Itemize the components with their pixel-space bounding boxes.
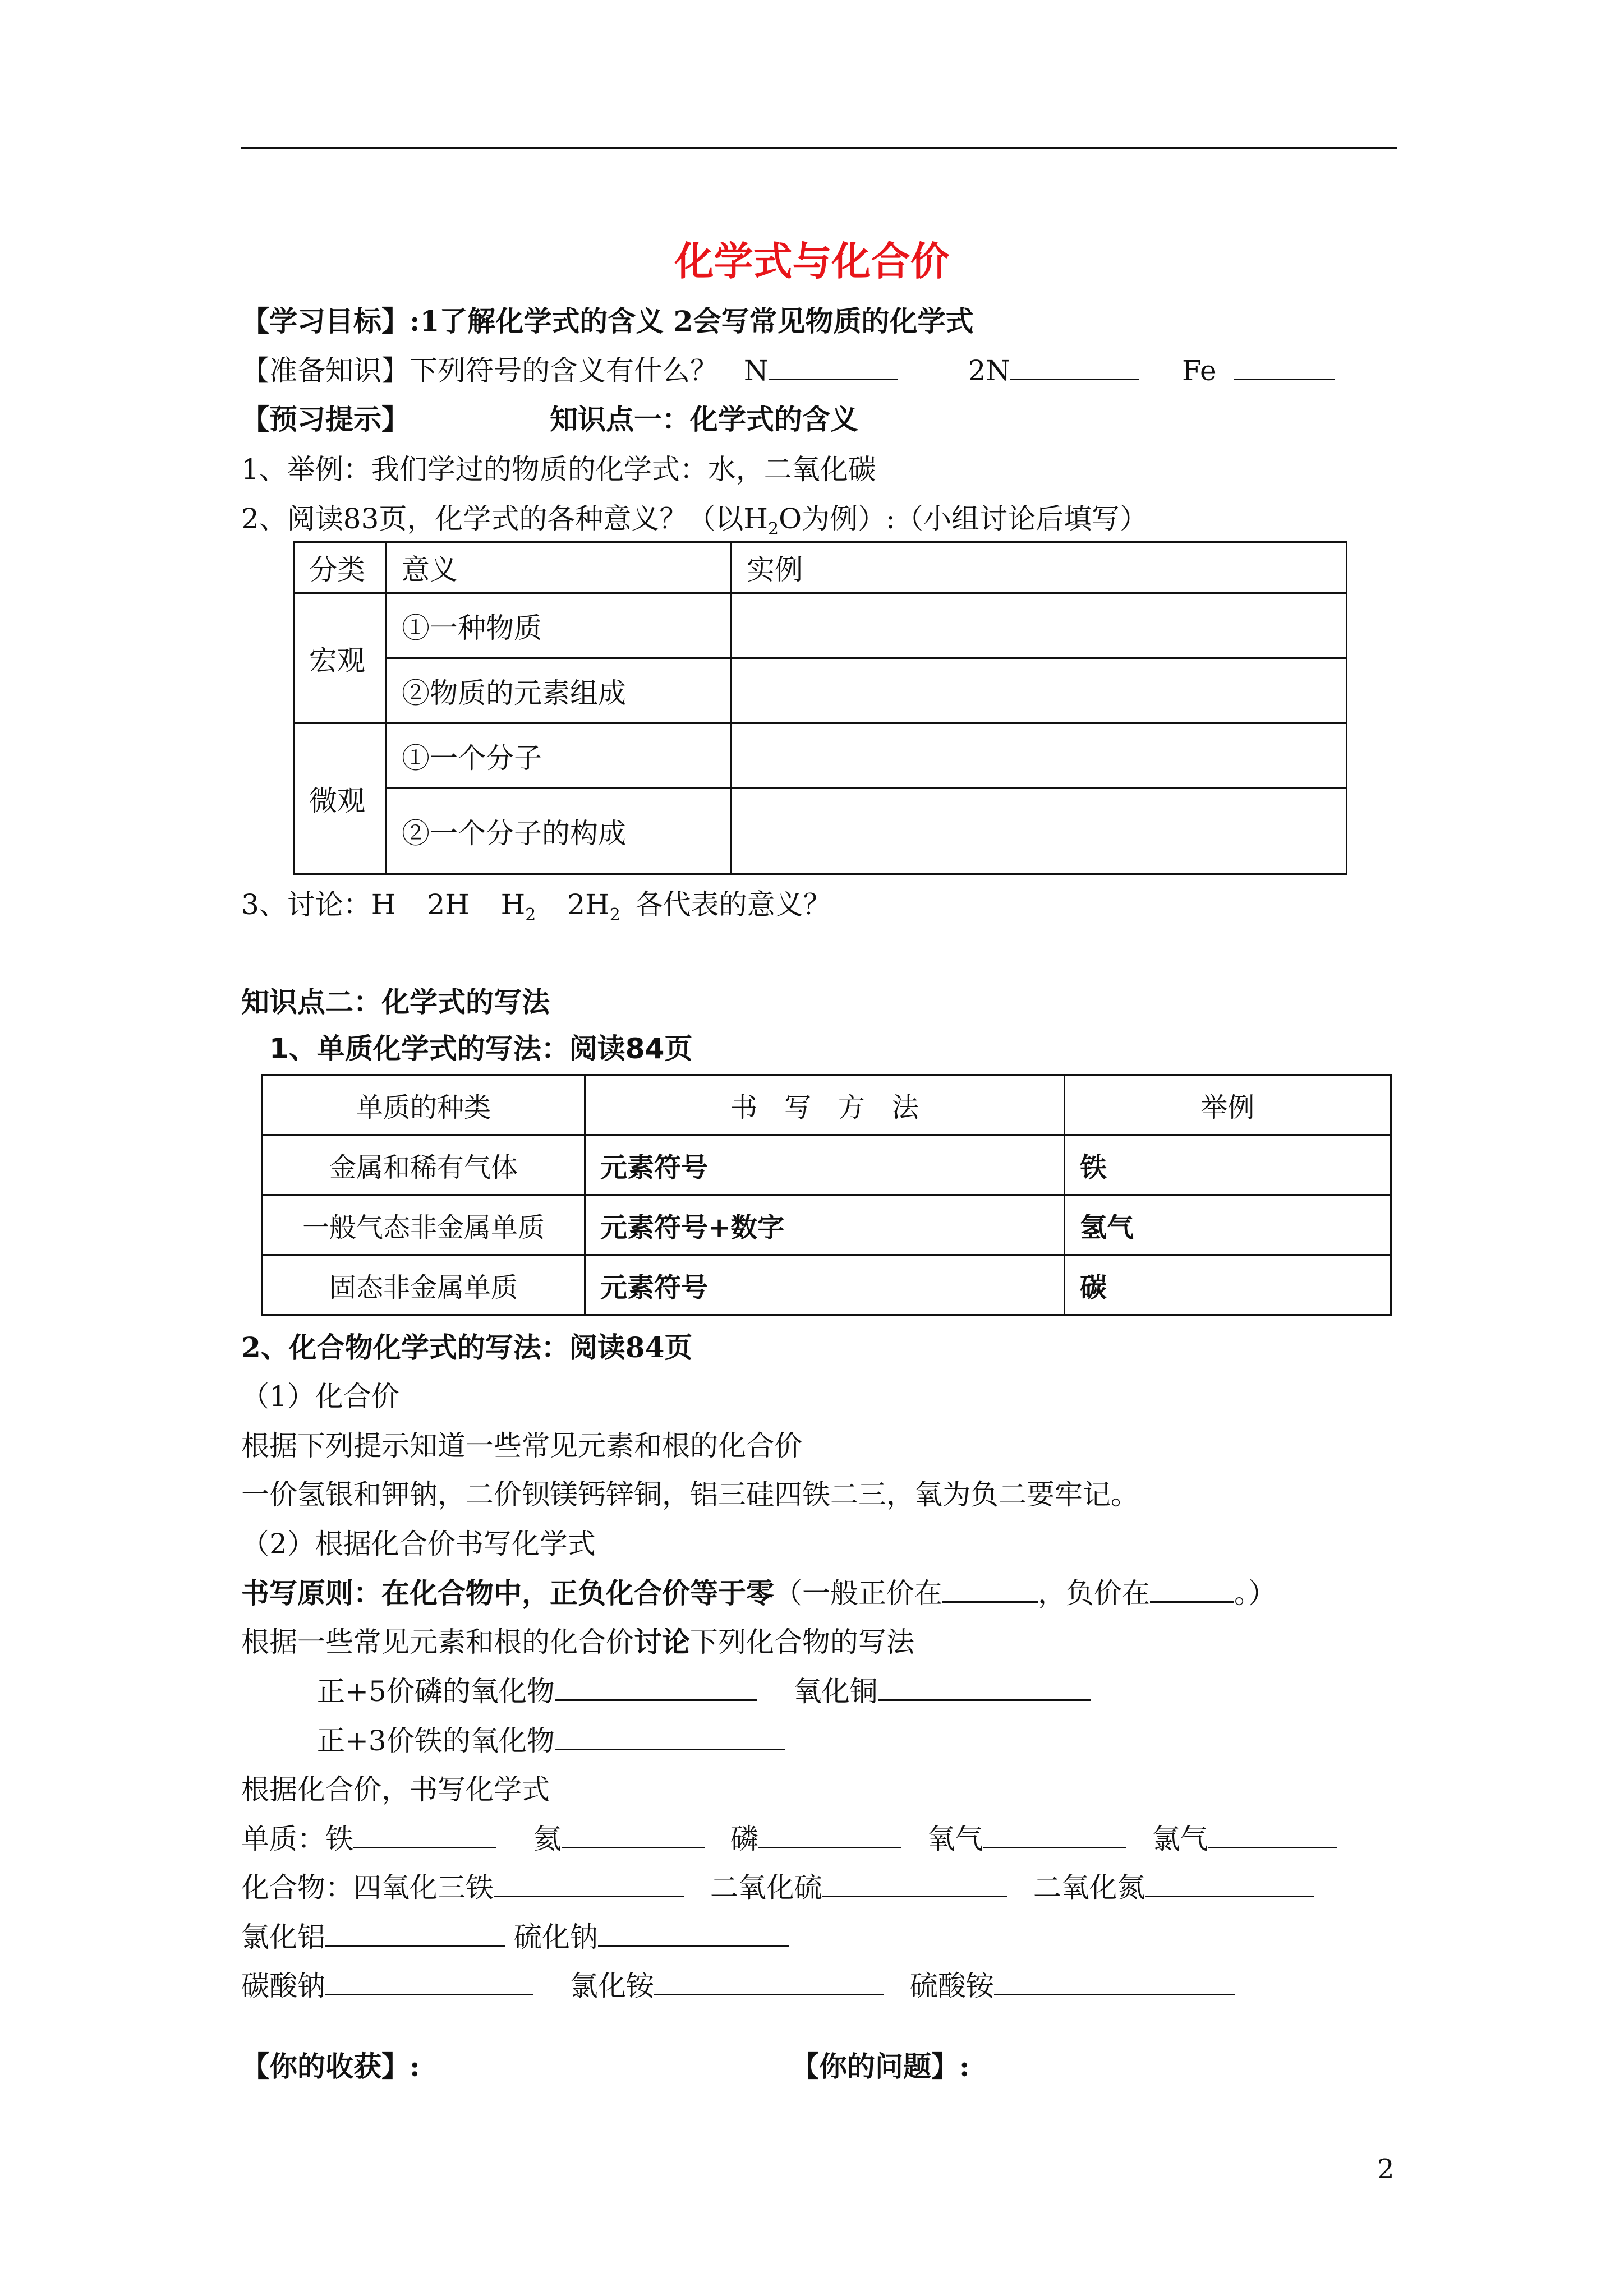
t1-row-meaning: ②物质的元素组成	[387, 658, 732, 723]
t1-row-meaning: ②一个分子的构成	[387, 789, 732, 874]
para-write-by-valence: （2）根据化合价书写化学式	[241, 1528, 596, 1560]
blank-na2s[interactable]	[598, 1918, 789, 1947]
elements-line: 单质：铁 氦 磷 氧气 氯气	[241, 1819, 1337, 1859]
symbol-2n: 2N	[968, 354, 1011, 387]
blank-negative[interactable]	[1150, 1574, 1234, 1603]
blank-so2[interactable]	[822, 1869, 1007, 1897]
prep-knowledge	[241, 351, 1335, 390]
blank-oxygen[interactable]	[983, 1820, 1126, 1848]
blank-no2[interactable]	[1145, 1869, 1314, 1897]
exercise-1: 正+5价磷的氧化物 氧化铜	[317, 1672, 1091, 1711]
t2-header-kind: 单质的种类	[263, 1075, 585, 1135]
item-1: 1、举例：我们学过的物质的化学式：水，二氧化碳	[241, 453, 876, 486]
blank-chlorine[interactable]	[1208, 1820, 1337, 1848]
t1-header-category: 分类	[294, 542, 387, 593]
blank-nh4cl[interactable]	[654, 1967, 884, 1995]
write-instruction: 根据化合价，书写化学式	[241, 1773, 550, 1806]
t2-header-example: 举例	[1065, 1075, 1391, 1135]
t2-example: 氢气	[1065, 1195, 1391, 1255]
learning-goal	[241, 302, 973, 341]
t2-kind: 金属和稀有气体	[263, 1135, 585, 1195]
preview-label: 【预习提示】	[241, 403, 410, 436]
exercise-2: 正+3价铁的氧化物	[317, 1721, 785, 1760]
t1-micro: 微观	[294, 723, 387, 874]
knowledge-point-1: 知识点一：化学式的含义	[550, 403, 858, 436]
para-hint: 根据下列提示知道一些常见元素和根的化合价	[241, 1430, 802, 1462]
your-question: 【你的问题】:	[791, 2050, 970, 2083]
goal-text: 1了解化学式的含义 2会写常见物质的化学式	[420, 305, 974, 338]
t1-row-example-cell[interactable]	[732, 789, 1347, 874]
goal-label: 【学习目标】:	[241, 305, 420, 338]
compounds-line: 化合物：四氧化三铁 二氧化硫 二氧化氮	[241, 1868, 1314, 1907]
t1-row-example-cell[interactable]	[732, 593, 1347, 658]
t2-example: 铁	[1065, 1135, 1391, 1195]
blank-2n[interactable]	[1010, 352, 1139, 380]
writing-rule: 书写原则：在化合物中，正负化合价等于零（一般正价在 ，负价在 。）	[241, 1574, 1276, 1613]
page-number: 2	[1377, 2154, 1395, 2185]
discuss-line: 根据一些常见元素和根的化合价讨论下列化合物的写法	[241, 1625, 914, 1658]
compounds-line-2: 氯化铝 硫化钠	[241, 1917, 789, 1957]
t2-method: 元素符号	[585, 1255, 1065, 1315]
t1-row-example-cell[interactable]	[732, 658, 1347, 723]
blank-nh42so4[interactable]	[994, 1967, 1235, 1995]
blank-fe[interactable]	[1234, 352, 1335, 380]
blank-alcl3[interactable]	[325, 1918, 505, 1947]
t2-example: 碳	[1065, 1255, 1391, 1315]
blank-n[interactable]	[769, 352, 898, 380]
subsection-1: 1、单质化学式的写法：阅读84页	[269, 1032, 693, 1065]
para-valence: （1）化合价	[241, 1380, 399, 1413]
item-3: 3、讨论：H 2H $H_2$ $2H_2$ 各代表的意义？	[241, 888, 831, 925]
blank-iron[interactable]	[353, 1820, 496, 1848]
formula-meaning-table	[293, 541, 1347, 875]
blank-phosphorus[interactable]	[758, 1820, 901, 1848]
t1-header-meaning: 意义	[387, 542, 732, 593]
blank-positive[interactable]	[942, 1574, 1038, 1603]
element-formula-table	[261, 1074, 1392, 1316]
t1-row-meaning: ①一种物质	[387, 593, 732, 658]
t1-macro: 宏观	[294, 593, 387, 723]
blank-helium[interactable]	[562, 1820, 705, 1848]
blank-fe3o4[interactable]	[494, 1869, 684, 1897]
symbol-n: N	[743, 354, 769, 387]
t2-header-method: 书 写 方 法	[585, 1075, 1065, 1135]
blank-na2co3[interactable]	[325, 1967, 533, 1995]
blank-copper-oxide[interactable]	[878, 1672, 1091, 1701]
prep-label: 【准备知识】	[241, 354, 410, 387]
blank-phosphorus-oxide[interactable]	[555, 1672, 757, 1701]
knowledge-point-2: 知识点二：化学式的写法	[241, 985, 550, 1018]
compounds-line-3: 碳酸钠 氯化铵 硫酸铵	[241, 1966, 1235, 2005]
t1-row-meaning: ①一个分子	[387, 723, 732, 789]
t2-method: 元素符号	[585, 1135, 1065, 1195]
t1-header-example: 实例	[732, 542, 1347, 593]
preview-hint	[241, 400, 858, 439]
item-2: 2、阅读83页，化学式的各种意义？（以$H_2O$为例）:（小组讨论后填写）	[241, 502, 1148, 539]
subsection-2: 2、化合物化学式的写法：阅读84页	[241, 1331, 693, 1364]
t2-kind: 固态非金属单质	[263, 1255, 585, 1315]
t2-method: 元素符号+数字	[585, 1195, 1065, 1255]
prep-text: 下列符号的含义有什么？	[410, 354, 718, 387]
blank-iron-oxide[interactable]	[555, 1722, 785, 1750]
your-harvest: 【你的收获】:	[241, 2050, 420, 2083]
t1-row-example-cell[interactable]	[732, 723, 1347, 789]
page-title: 化学式与化合价	[674, 238, 950, 284]
symbol-fe: Fe	[1182, 354, 1217, 387]
header-rule	[241, 147, 1397, 149]
para-mnemonic: 一价氢银和钾钠，二价钡镁钙锌铜，铝三硅四铁二三，氧为负二要牢记。	[241, 1478, 1139, 1511]
t2-kind: 一般气态非金属单质	[263, 1195, 585, 1255]
